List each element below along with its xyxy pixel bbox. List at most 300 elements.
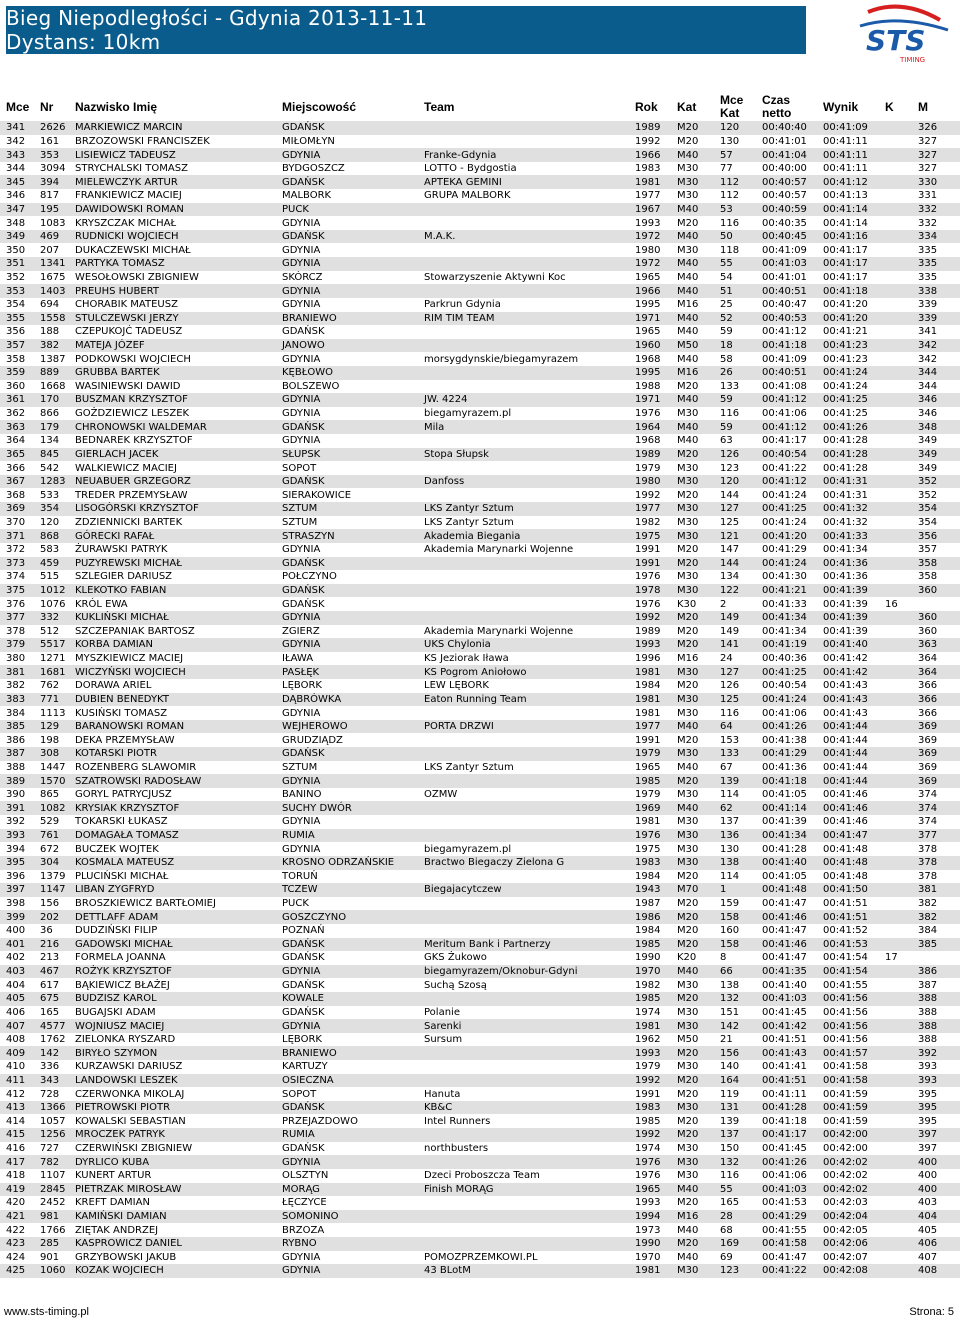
cell-result: 00:41:26 bbox=[817, 420, 879, 434]
cell-category: M20 bbox=[671, 557, 714, 571]
cell-city: GDAŃSK bbox=[276, 747, 418, 761]
cell-category: M20 bbox=[671, 1087, 714, 1101]
cell-k-place bbox=[879, 1142, 912, 1156]
cell-result: 00:41:50 bbox=[817, 883, 879, 897]
cell-bib: 728 bbox=[34, 1087, 69, 1101]
cell-bib: 336 bbox=[34, 1060, 69, 1074]
cell-city: GDAŃSK bbox=[276, 175, 418, 189]
cell-place: 397 bbox=[0, 883, 34, 897]
cell-year: 1965 bbox=[629, 761, 671, 775]
cell-bib: 467 bbox=[34, 965, 69, 979]
cell-place: 419 bbox=[0, 1183, 34, 1197]
cell-name: NEUABUER GRZEGORZ bbox=[69, 475, 276, 489]
cell-m-place: 382 bbox=[912, 897, 960, 911]
cell-team bbox=[418, 557, 629, 571]
table-row bbox=[0, 516, 960, 530]
cell-team bbox=[418, 284, 629, 298]
cell-name: LIBAN ZYGFRYD bbox=[69, 883, 276, 897]
cell-city: STRASZYN bbox=[276, 529, 418, 543]
cell-team bbox=[418, 1196, 629, 1210]
cell-name: KREFT DAMIAN bbox=[69, 1196, 276, 1210]
cell-m-place: 374 bbox=[912, 815, 960, 829]
cell-m-place: 335 bbox=[912, 271, 960, 285]
cell-name: ZIĘTAK ANDRZEJ bbox=[69, 1223, 276, 1237]
cell-category-place: 144 bbox=[714, 488, 756, 502]
cell-category-place: 141 bbox=[714, 638, 756, 652]
cell-net-time: 00:41:03 bbox=[756, 1183, 817, 1197]
cell-k-place bbox=[879, 380, 912, 394]
table-row bbox=[0, 1087, 960, 1101]
cell-team: Parkrun Gdynia bbox=[418, 298, 629, 312]
cell-m-place: 349 bbox=[912, 461, 960, 475]
table-row bbox=[0, 1128, 960, 1142]
cell-net-time: 00:41:29 bbox=[756, 1210, 817, 1224]
cell-m-place: 366 bbox=[912, 679, 960, 693]
cell-m-place bbox=[912, 597, 960, 611]
cell-result: 00:41:44 bbox=[817, 761, 879, 775]
cell-category-place: 116 bbox=[714, 407, 756, 421]
cell-m-place: 388 bbox=[912, 1006, 960, 1020]
col-header-cat-place: Mce bbox=[720, 93, 744, 107]
cell-result: 00:41:17 bbox=[817, 271, 879, 285]
cell-result: 00:41:57 bbox=[817, 1046, 879, 1060]
cell-city: GRUDZIĄDZ bbox=[276, 733, 418, 747]
cell-year: 1984 bbox=[629, 924, 671, 938]
cell-place: 343 bbox=[0, 148, 34, 162]
cell-place: 412 bbox=[0, 1087, 34, 1101]
cell-category-place: 160 bbox=[714, 924, 756, 938]
cell-k-place bbox=[879, 339, 912, 353]
cell-net-time: 00:40:51 bbox=[756, 284, 817, 298]
cell-bib: 533 bbox=[34, 488, 69, 502]
cell-city: GDYNIA bbox=[276, 543, 418, 557]
cell-name: GÓRECKI RAFAŁ bbox=[69, 529, 276, 543]
cell-m-place: 364 bbox=[912, 652, 960, 666]
cell-m-place: 378 bbox=[912, 870, 960, 884]
cell-result: 00:41:23 bbox=[817, 352, 879, 366]
cell-result: 00:41:51 bbox=[817, 897, 879, 911]
cell-year: 1992 bbox=[629, 488, 671, 502]
cell-category-place: 114 bbox=[714, 870, 756, 884]
cell-net-time: 00:40:54 bbox=[756, 679, 817, 693]
cell-result: 00:42:07 bbox=[817, 1251, 879, 1265]
cell-category: M40 bbox=[671, 325, 714, 339]
cell-net-time: 00:41:18 bbox=[756, 774, 817, 788]
cell-city: GDAŃSK bbox=[276, 475, 418, 489]
cell-team bbox=[418, 366, 629, 380]
cell-place: 389 bbox=[0, 774, 34, 788]
cell-result: 00:41:21 bbox=[817, 325, 879, 339]
cell-result: 00:41:24 bbox=[817, 366, 879, 380]
cell-bib: 156 bbox=[34, 897, 69, 911]
cell-category: M20 bbox=[671, 611, 714, 625]
cell-k-place bbox=[879, 230, 912, 244]
cell-name: DEKA PRZEMYSŁAW bbox=[69, 733, 276, 747]
cell-year: 1992 bbox=[629, 1128, 671, 1142]
cell-category-place: 130 bbox=[714, 135, 756, 149]
cell-m-place: 395 bbox=[912, 1087, 960, 1101]
cell-result: 00:42:00 bbox=[817, 1142, 879, 1156]
cell-k-place bbox=[879, 488, 912, 502]
cell-bib: 1762 bbox=[34, 1033, 69, 1047]
cell-bib: 36 bbox=[34, 924, 69, 938]
cell-place: 417 bbox=[0, 1155, 34, 1169]
cell-city: JANOWO bbox=[276, 339, 418, 353]
cell-result: 00:41:14 bbox=[817, 203, 879, 217]
cell-year: 1983 bbox=[629, 162, 671, 176]
cell-category: M30 bbox=[671, 1142, 714, 1156]
col-header-city: Miejscowość bbox=[282, 100, 357, 114]
cell-category: M30 bbox=[671, 1264, 714, 1278]
cell-bib: 868 bbox=[34, 529, 69, 543]
cell-result: 00:41:09 bbox=[817, 121, 879, 135]
cell-net-time: 00:41:24 bbox=[756, 488, 817, 502]
cell-m-place: 341 bbox=[912, 325, 960, 339]
table-row bbox=[0, 1237, 960, 1251]
table-row bbox=[0, 733, 960, 747]
cell-year: 1979 bbox=[629, 461, 671, 475]
cell-category-place: 114 bbox=[714, 788, 756, 802]
cell-city: BANINO bbox=[276, 788, 418, 802]
cell-name: LANDOWSKI LESZEK bbox=[69, 1074, 276, 1088]
cell-category-place: 77 bbox=[714, 162, 756, 176]
cell-k-place bbox=[879, 1128, 912, 1142]
cell-year: 1981 bbox=[629, 1264, 671, 1278]
cell-result: 00:41:46 bbox=[817, 801, 879, 815]
cell-net-time: 00:41:14 bbox=[756, 801, 817, 815]
cell-k-place bbox=[879, 271, 912, 285]
cell-result: 00:41:44 bbox=[817, 720, 879, 734]
cell-m-place: 397 bbox=[912, 1142, 960, 1156]
cell-result: 00:41:24 bbox=[817, 380, 879, 394]
cell-bib: 817 bbox=[34, 189, 69, 203]
cell-name: BEDNAREK KRZYSZTOF bbox=[69, 434, 276, 448]
cell-place: 359 bbox=[0, 366, 34, 380]
cell-category: M40 bbox=[671, 720, 714, 734]
cell-category-place: 118 bbox=[714, 243, 756, 257]
cell-category: M40 bbox=[671, 420, 714, 434]
cell-category: M20 bbox=[671, 992, 714, 1006]
cell-k-place bbox=[879, 135, 912, 149]
title-banner bbox=[6, 6, 806, 54]
cell-k-place bbox=[879, 720, 912, 734]
cell-net-time: 00:40:53 bbox=[756, 312, 817, 326]
cell-k-place bbox=[879, 1101, 912, 1115]
table-row bbox=[0, 1223, 960, 1237]
cell-k-place bbox=[879, 175, 912, 189]
cell-k-place bbox=[879, 1046, 912, 1060]
cell-k-place bbox=[879, 1223, 912, 1237]
cell-category-place: 28 bbox=[714, 1210, 756, 1224]
cell-city: SUCHY DWÓR bbox=[276, 801, 418, 815]
table-row bbox=[0, 611, 960, 625]
cell-name: WESOŁOWSKI ZBIGNIEW bbox=[69, 271, 276, 285]
logo-text: STS bbox=[866, 24, 926, 57]
cell-city: OSIECZNA bbox=[276, 1074, 418, 1088]
cell-result: 00:41:11 bbox=[817, 135, 879, 149]
cell-place: 422 bbox=[0, 1223, 34, 1237]
cell-city: BYDGOSZCZ bbox=[276, 162, 418, 176]
cell-name: WOJNIUSZ MACIEJ bbox=[69, 1019, 276, 1033]
cell-place: 415 bbox=[0, 1128, 34, 1142]
cell-net-time: 00:41:47 bbox=[756, 924, 817, 938]
col-header-name: Nazwisko Imię bbox=[75, 100, 158, 114]
cell-team: Mila bbox=[418, 420, 629, 434]
cell-team bbox=[418, 910, 629, 924]
cell-net-time: 00:40:35 bbox=[756, 216, 817, 230]
cell-category: M30 bbox=[671, 747, 714, 761]
cell-place: 349 bbox=[0, 230, 34, 244]
table-row bbox=[0, 325, 960, 339]
cell-m-place: 346 bbox=[912, 393, 960, 407]
cell-category: M30 bbox=[671, 1101, 714, 1115]
cell-team bbox=[418, 924, 629, 938]
cell-place: 376 bbox=[0, 597, 34, 611]
cell-team: Dzeci Proboszcza Team bbox=[418, 1169, 629, 1183]
cell-net-time: 00:41:34 bbox=[756, 829, 817, 843]
cell-k-place bbox=[879, 284, 912, 298]
cell-city: GDYNIA bbox=[276, 257, 418, 271]
cell-bib: 4577 bbox=[34, 1019, 69, 1033]
cell-category-place: 18 bbox=[714, 339, 756, 353]
table-row bbox=[0, 312, 960, 326]
cell-category: M40 bbox=[671, 257, 714, 271]
cell-category: M40 bbox=[671, 1223, 714, 1237]
cell-net-time: 00:41:21 bbox=[756, 584, 817, 598]
cell-bib: 845 bbox=[34, 448, 69, 462]
cell-net-time: 00:40:45 bbox=[756, 230, 817, 244]
cell-net-time: 00:41:48 bbox=[756, 883, 817, 897]
cell-year: 1989 bbox=[629, 448, 671, 462]
cell-category-place: 119 bbox=[714, 1087, 756, 1101]
cell-category-place: 142 bbox=[714, 1019, 756, 1033]
table-row bbox=[0, 1155, 960, 1169]
table-row bbox=[0, 1169, 960, 1183]
cell-team bbox=[418, 774, 629, 788]
cell-result: 00:41:42 bbox=[817, 652, 879, 666]
cell-city: GDYNIA bbox=[276, 434, 418, 448]
cell-bib: 1060 bbox=[34, 1264, 69, 1278]
cell-team bbox=[418, 733, 629, 747]
cell-category: M20 bbox=[671, 380, 714, 394]
cell-team: UKS Chylonia bbox=[418, 638, 629, 652]
cell-bib: 129 bbox=[34, 720, 69, 734]
cell-place: 379 bbox=[0, 638, 34, 652]
cell-city: DĄBRÓWKA bbox=[276, 693, 418, 707]
cell-category-place: 57 bbox=[714, 148, 756, 162]
cell-k-place bbox=[879, 611, 912, 625]
table-row bbox=[0, 652, 960, 666]
cell-net-time: 00:41:24 bbox=[756, 557, 817, 571]
cell-category: M50 bbox=[671, 339, 714, 353]
cell-k-place bbox=[879, 216, 912, 230]
cell-category: M30 bbox=[671, 842, 714, 856]
cell-city: BRANIEWO bbox=[276, 312, 418, 326]
cell-k-place bbox=[879, 529, 912, 543]
cell-m-place: 406 bbox=[912, 1237, 960, 1251]
cell-team: Akademia Marynarki Wojenne bbox=[418, 543, 629, 557]
cell-result: 00:41:16 bbox=[817, 230, 879, 244]
cell-year: 1976 bbox=[629, 407, 671, 421]
table-row bbox=[0, 747, 960, 761]
cell-m-place: 382 bbox=[912, 910, 960, 924]
cell-place: 362 bbox=[0, 407, 34, 421]
cell-bib: 198 bbox=[34, 733, 69, 747]
cell-category: M20 bbox=[671, 1128, 714, 1142]
cell-name: MARKIEWICZ MARCIN bbox=[69, 121, 276, 135]
cell-team bbox=[418, 325, 629, 339]
cell-city: GDAŃSK bbox=[276, 325, 418, 339]
sts-timing-logo bbox=[848, 2, 956, 70]
cell-net-time: 00:41:03 bbox=[756, 257, 817, 271]
cell-place: 388 bbox=[0, 761, 34, 775]
cell-m-place: 326 bbox=[912, 121, 960, 135]
col-header-net-time: Czas bbox=[762, 93, 791, 107]
table-row bbox=[0, 665, 960, 679]
cell-team bbox=[418, 135, 629, 149]
cell-year: 1943 bbox=[629, 883, 671, 897]
cell-m-place: 397 bbox=[912, 1128, 960, 1142]
cell-year: 1962 bbox=[629, 1033, 671, 1047]
cell-team: Intel Runners bbox=[418, 1114, 629, 1128]
table-row bbox=[0, 720, 960, 734]
cell-category-place: 64 bbox=[714, 720, 756, 734]
cell-team bbox=[418, 461, 629, 475]
cell-k-place bbox=[879, 516, 912, 530]
cell-result: 00:41:46 bbox=[817, 815, 879, 829]
cell-category: M20 bbox=[671, 910, 714, 924]
cell-net-time: 00:41:40 bbox=[756, 856, 817, 870]
cell-category-place: 169 bbox=[714, 1237, 756, 1251]
cell-place: 401 bbox=[0, 938, 34, 952]
cell-name: BIRYŁO SZYMON bbox=[69, 1046, 276, 1060]
cell-place: 371 bbox=[0, 529, 34, 543]
cell-result: 00:41:43 bbox=[817, 693, 879, 707]
cell-bib: 1668 bbox=[34, 380, 69, 394]
cell-result: 00:41:59 bbox=[817, 1114, 879, 1128]
cell-result: 00:41:32 bbox=[817, 502, 879, 516]
cell-team bbox=[418, 1210, 629, 1224]
cell-team: biegamyrazem.pl bbox=[418, 407, 629, 421]
cell-year: 1993 bbox=[629, 216, 671, 230]
cell-net-time: 00:41:19 bbox=[756, 638, 817, 652]
cell-year: 1965 bbox=[629, 325, 671, 339]
cell-net-time: 00:41:39 bbox=[756, 815, 817, 829]
cell-result: 00:42:04 bbox=[817, 1210, 879, 1224]
cell-category-place: 126 bbox=[714, 679, 756, 693]
cell-place: 378 bbox=[0, 625, 34, 639]
cell-net-time: 00:41:38 bbox=[756, 733, 817, 747]
cell-category-place: 54 bbox=[714, 271, 756, 285]
cell-place: 368 bbox=[0, 488, 34, 502]
cell-name: CZERWIŃSKI ZBIGNIEW bbox=[69, 1142, 276, 1156]
cell-category-place: 165 bbox=[714, 1196, 756, 1210]
cell-year: 1964 bbox=[629, 420, 671, 434]
cell-m-place: 388 bbox=[912, 1019, 960, 1033]
cell-category-place: 139 bbox=[714, 774, 756, 788]
cell-category: M30 bbox=[671, 407, 714, 421]
cell-team bbox=[418, 1074, 629, 1088]
cell-net-time: 00:41:47 bbox=[756, 897, 817, 911]
cell-k-place bbox=[879, 1169, 912, 1183]
cell-m-place: 354 bbox=[912, 516, 960, 530]
cell-m-place: 408 bbox=[912, 1264, 960, 1278]
results-body bbox=[0, 121, 960, 1278]
cell-place: 385 bbox=[0, 720, 34, 734]
cell-team bbox=[418, 611, 629, 625]
cell-category: M20 bbox=[671, 216, 714, 230]
cell-bib: 1271 bbox=[34, 652, 69, 666]
cell-m-place: 374 bbox=[912, 801, 960, 815]
table-row bbox=[0, 366, 960, 380]
cell-name: DUBIEN BENEDYKT bbox=[69, 693, 276, 707]
cell-city: KĘBŁOWO bbox=[276, 366, 418, 380]
cell-team bbox=[418, 1155, 629, 1169]
cell-net-time: 00:41:34 bbox=[756, 611, 817, 625]
cell-name: KOSMALA MATEUSZ bbox=[69, 856, 276, 870]
cell-m-place: 378 bbox=[912, 856, 960, 870]
cell-team bbox=[418, 992, 629, 1006]
cell-result: 00:41:44 bbox=[817, 733, 879, 747]
cell-category-place: 25 bbox=[714, 298, 756, 312]
cell-team bbox=[418, 1223, 629, 1237]
cell-category-place: 158 bbox=[714, 910, 756, 924]
cell-place: 373 bbox=[0, 557, 34, 571]
cell-team: KS Pogrom Aniołowo bbox=[418, 665, 629, 679]
cell-m-place: 381 bbox=[912, 883, 960, 897]
cell-category: M30 bbox=[671, 1006, 714, 1020]
cell-city: PASŁĘK bbox=[276, 665, 418, 679]
cell-category: M40 bbox=[671, 1251, 714, 1265]
cell-team: JW. 4224 bbox=[418, 393, 629, 407]
cell-category: M30 bbox=[671, 502, 714, 516]
cell-team bbox=[418, 1060, 629, 1074]
cell-k-place bbox=[879, 570, 912, 584]
cell-bib: 1012 bbox=[34, 584, 69, 598]
cell-year: 1979 bbox=[629, 747, 671, 761]
cell-category: K30 bbox=[671, 597, 714, 611]
cell-net-time: 00:41:25 bbox=[756, 502, 817, 516]
cell-k-place bbox=[879, 938, 912, 952]
cell-city: GDYNIA bbox=[276, 352, 418, 366]
cell-category: M30 bbox=[671, 788, 714, 802]
cell-year: 1985 bbox=[629, 992, 671, 1006]
cell-result: 00:41:28 bbox=[817, 448, 879, 462]
cell-team: Sursum bbox=[418, 1033, 629, 1047]
cell-team: LOTTO - Bydgostia bbox=[418, 162, 629, 176]
cell-result: 00:41:56 bbox=[817, 1006, 879, 1020]
cell-name: DYRLICO KUBA bbox=[69, 1155, 276, 1169]
cell-team bbox=[418, 815, 629, 829]
cell-place: 342 bbox=[0, 135, 34, 149]
cell-year: 1979 bbox=[629, 788, 671, 802]
cell-m-place bbox=[912, 951, 960, 965]
cell-net-time: 00:41:45 bbox=[756, 1142, 817, 1156]
cell-net-time: 00:41:34 bbox=[756, 625, 817, 639]
cell-category-place: 149 bbox=[714, 611, 756, 625]
cell-bib: 3094 bbox=[34, 162, 69, 176]
cell-net-time: 00:40:40 bbox=[756, 121, 817, 135]
cell-result: 00:42:00 bbox=[817, 1128, 879, 1142]
cell-m-place: 366 bbox=[912, 693, 960, 707]
cell-team: Biegajacytczew bbox=[418, 883, 629, 897]
cell-place: 392 bbox=[0, 815, 34, 829]
cell-team: Bractwo Biegaczy Zielona G bbox=[418, 856, 629, 870]
table-row bbox=[0, 829, 960, 843]
cell-name: KRYSIAK KRZYSZTOF bbox=[69, 801, 276, 815]
table-row bbox=[0, 339, 960, 353]
cell-m-place: 344 bbox=[912, 366, 960, 380]
